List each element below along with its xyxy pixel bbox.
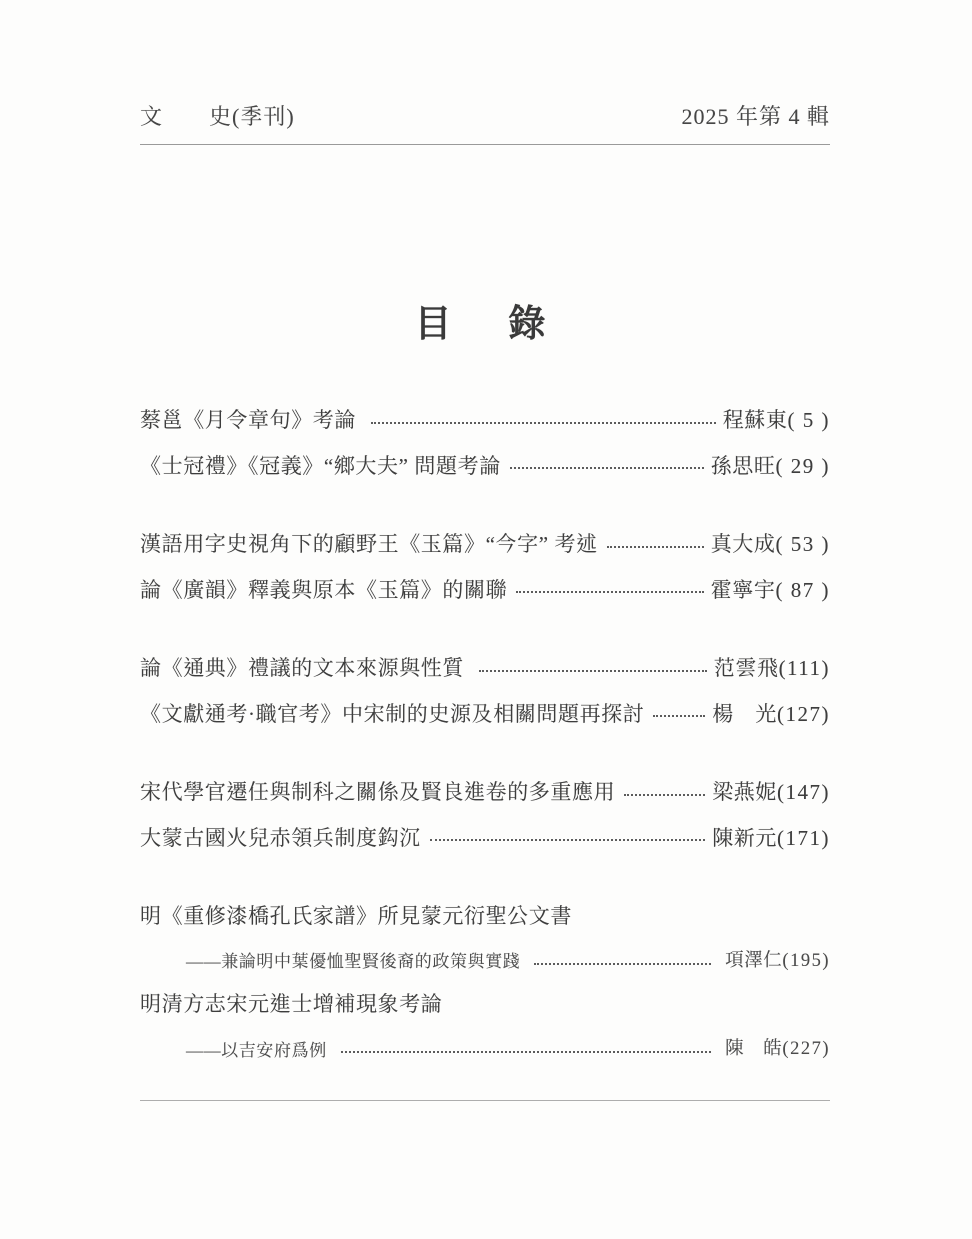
dotted-leader [510,466,704,469]
toc-entry [140,827,830,851]
toc-entry-title-line [140,905,830,929]
group-spacer [140,872,830,905]
entry-title: 漢語用字史視角下的顧野王《玉篇》“今字” 考述 [140,532,598,557]
entry-title: ——以吉安府爲例 [186,1040,332,1060]
entry-page: (127) [777,701,830,726]
entry-author: 梁燕妮 [712,780,777,805]
dotted-leader [624,793,705,796]
dotted-leader [479,669,707,672]
header-divider [140,144,830,145]
entry-page: (147) [777,780,830,805]
dotted-leader [341,1050,711,1053]
entry-title: 明《重修漆橋孔氏家譜》所見蒙元衍聖公文書 [140,904,572,929]
entry-page: (227) [782,1038,830,1059]
entry-title: 蔡邕《月令章句》考論 [140,408,362,432]
group-spacer [140,500,830,533]
toc-entry [140,579,830,603]
group-spacer [140,624,830,657]
toc-entry-subtitle [140,951,830,972]
entry-author: 程蘇東 [722,408,788,432]
entry-title: 論《廣韻》釋義與原本《玉篇》的關聯 [140,577,508,602]
entry-title: 明清方志宋元進士增補現象考論 [140,992,443,1017]
entry-author: 真大成 [710,532,776,557]
entry-page: (111) [778,656,830,681]
toc-title: 目 錄 [414,304,556,345]
entry-author: 楊 光 [712,701,777,726]
entry-page: (195) [782,950,830,971]
entry-author: 范雲飛 [713,656,779,681]
dotted-leader [607,545,704,548]
page-header [140,100,830,131]
entry-author: 霍寧宇 [710,577,776,602]
group-spacer [140,748,830,781]
entry-author: 孫思旺 [710,453,776,478]
entry-author: 項澤仁 [725,950,783,971]
toc-entry [140,533,830,557]
entry-page: ( 53 ) [775,532,830,557]
entry-author: 陳 皓 [725,1038,783,1059]
toc-entry [140,781,830,805]
entry-author: 陳新元 [712,825,777,850]
toc-entry [140,703,830,727]
entry-title: 論《通典》禮議的文本來源與性質 [140,656,470,681]
journal-title: 文 史(季刊) [140,104,295,129]
entry-page: (171) [777,825,830,850]
toc-entry [140,409,830,433]
issue-label: 2025 年第 4 輯 [681,104,830,129]
toc-entry [140,657,830,681]
entry-title: 《士冠禮》《冠義》“鄉大夫” 問題考論 [140,453,501,478]
toc-entry-title-line [140,993,830,1017]
toc-entry [140,455,830,479]
entry-title: 大蒙古國火兒赤領兵制度鈎沉 [140,825,421,850]
dotted-leader [371,421,716,424]
dotted-leader [516,590,703,593]
entry-title: ——兼論明中葉優恤聖賢後裔的政策與實踐 [186,952,526,972]
entry-page: ( 87 ) [775,577,830,602]
dotted-leader [534,962,711,965]
entry-title: 《文獻通考·職官考》中宋制的史源及相關問題再探討 [140,701,645,726]
toc-list [140,409,830,1060]
toc-entry-subtitle [140,1039,830,1060]
dotted-leader [430,838,705,841]
dotted-leader [653,714,705,717]
entry-page: ( 29 ) [775,453,830,478]
footer-divider [140,1100,830,1101]
entry-title: 宋代學官遷任與制科之關係及賢良進卷的多重應用 [140,780,616,805]
entry-page: ( 5 ) [787,408,830,432]
